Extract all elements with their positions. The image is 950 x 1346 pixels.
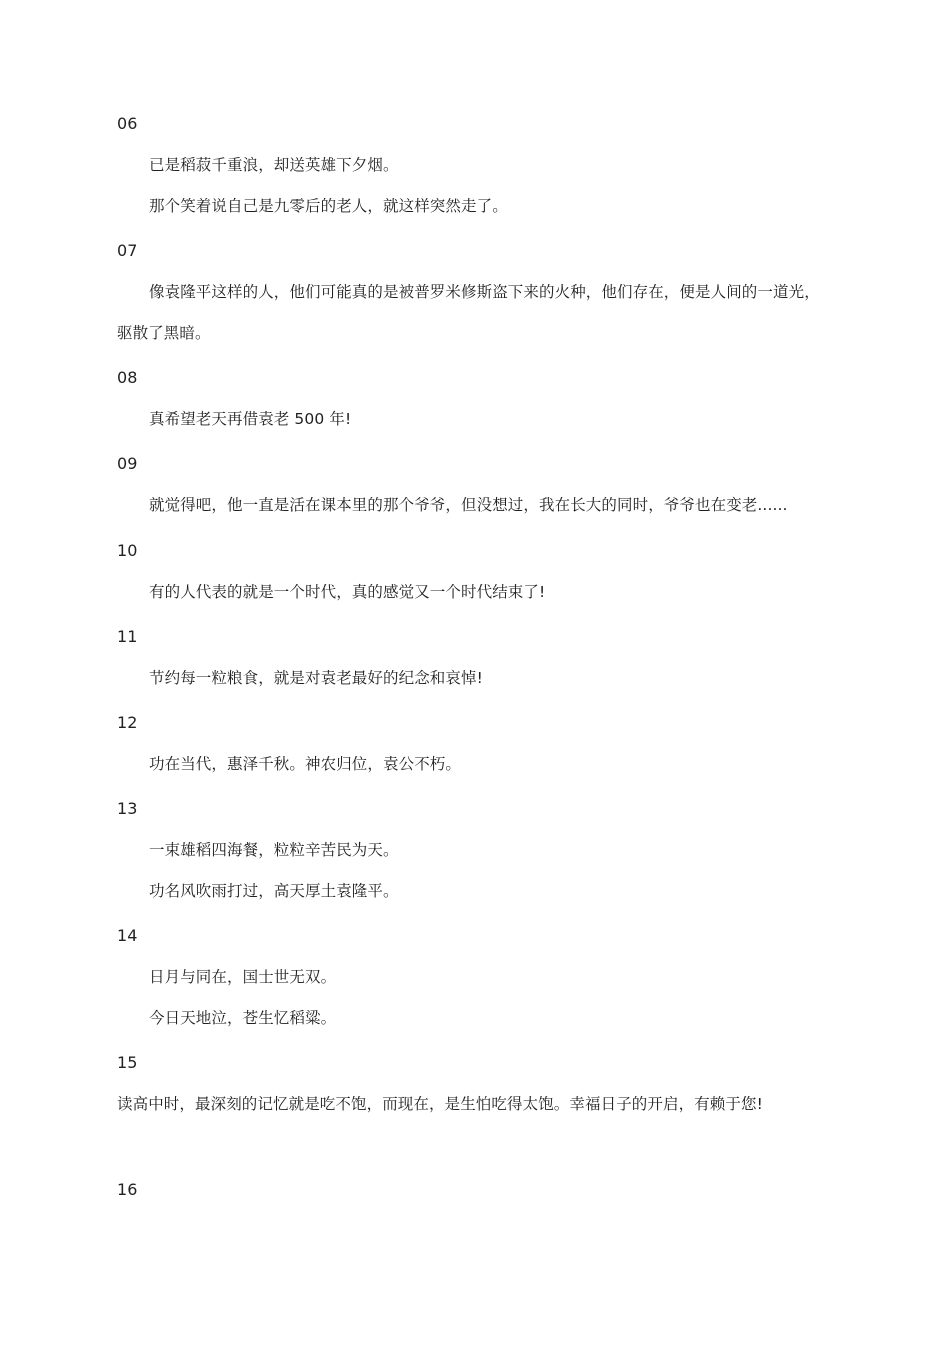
paragraph: 就觉得吧，他一直是活在课本里的那个爷爷，但没想过，我在长大的同时，爷爷也在变老...... [149, 496, 788, 514]
paragraph: 今日天地泣，苍生忆稻粱。 [149, 1009, 337, 1027]
paragraph: 读高中时，最深刻的记忆就是吃不饱，而现在，是生怕吃得太饱。幸福日子的开启，有赖于您! [117, 1095, 763, 1113]
section-number-11: 11 [117, 627, 138, 646]
paragraph: 真希望老天再借袁老 500 年! [149, 410, 352, 428]
section-number-13: 13 [117, 799, 138, 818]
section-number-15: 15 [117, 1053, 138, 1072]
paragraph: 那个笑着说自己是九零后的老人，就这样突然走了。 [149, 197, 508, 215]
paragraph: 功在当代，惠泽千秋。神农归位，袁公不朽。 [149, 755, 462, 773]
section-number-10: 10 [117, 541, 138, 560]
section-number-06: 06 [117, 114, 138, 133]
section-number-07: 07 [117, 241, 138, 260]
section-number-09: 09 [117, 454, 138, 473]
section-number-14: 14 [117, 926, 138, 945]
paragraph: 像袁隆平这样的人，他们可能真的是被普罗米修斯盗下来的火种，他们存在，便是人间的一道光， [149, 283, 820, 301]
paragraph: 一束雄稻四海餐，粒粒辛苦民为天。 [149, 841, 399, 859]
paragraph: 有的人代表的就是一个时代，真的感觉又一个时代结束了! [149, 583, 546, 601]
paragraph: 已是稻菽千重浪，却送英雄下夕烟。 [149, 156, 399, 174]
paragraph: 功名风吹雨打过，高天厚土袁隆平。 [149, 882, 399, 900]
section-number-16: 16 [117, 1180, 138, 1199]
paragraph-continuation: 驱散了黑暗。 [117, 324, 211, 342]
section-number-12: 12 [117, 713, 138, 732]
section-number-08: 08 [117, 368, 138, 387]
paragraph: 节约每一粒粮食，就是对袁老最好的纪念和哀悼! [149, 669, 483, 687]
paragraph: 日月与同在，国士世无双。 [149, 968, 337, 986]
